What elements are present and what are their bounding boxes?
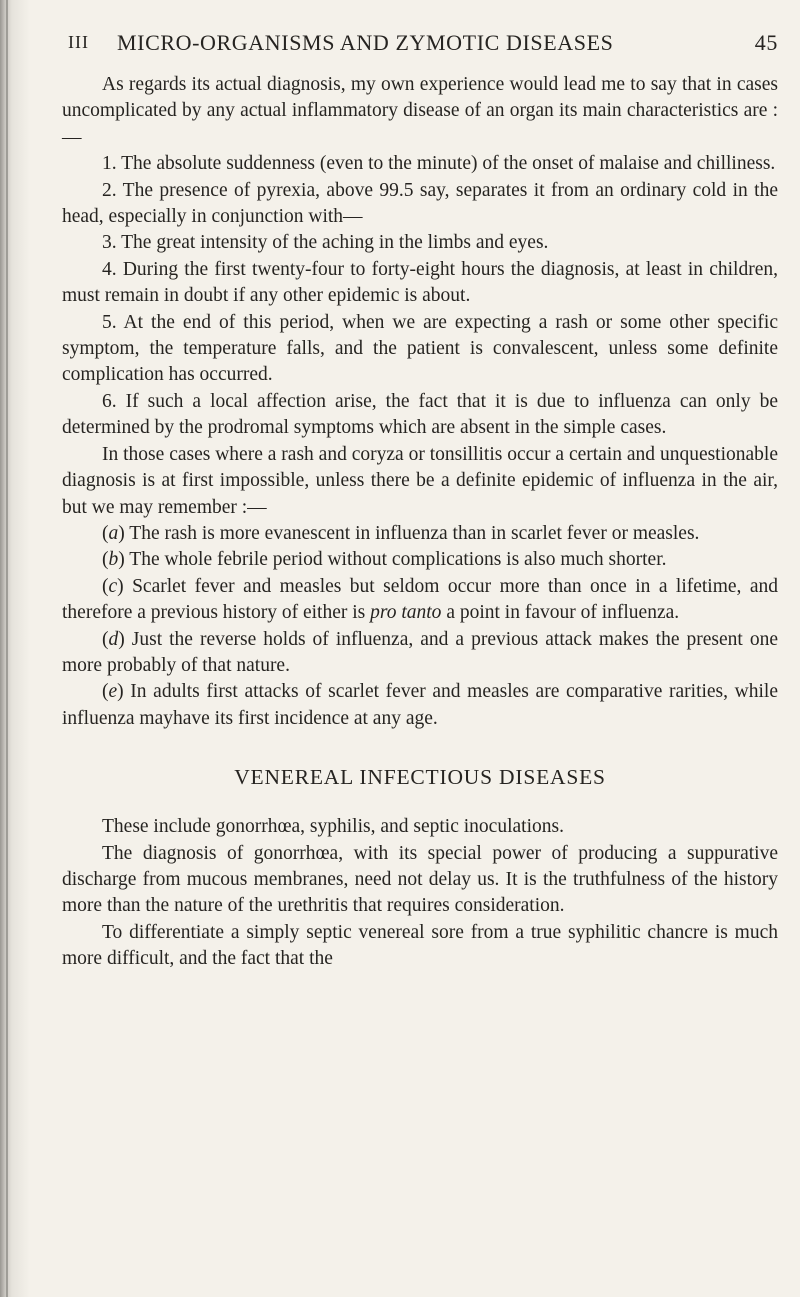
section-heading: VENEREAL INFECTIOUS DISEASES xyxy=(234,765,606,790)
running-head xyxy=(62,28,778,62)
book-page xyxy=(62,28,778,973)
body-text xyxy=(62,72,778,973)
item-letter: d xyxy=(108,628,119,650)
item-text: The rash is more evanescent in influenza than in scarlet fever or measles. xyxy=(129,522,700,544)
chapter-number: III xyxy=(68,32,89,52)
lettered-item-e: (e) In adults first attacks of scarlet fever and measles are comparative rarities, while influenza mayhave its first incidence at any age. xyxy=(62,681,778,729)
paragraph: To differentiate a simply septic venereal sore from a true syphilitic chancre is much more difficult, and the fact that the xyxy=(62,921,778,970)
numbered-item-5: 5. At the end of this period, when we are expecting a rash or some other specific symptom, the temperature falls, and the patient is convalescent, unless some definite complication has occurred. xyxy=(62,311,778,386)
paragraph: In those cases where a rash and coryza or tonsillitis occur a certain and unquestionable diagnosis is at first impossible, unless there be a definite epidemic of influenza in the air, but we may remember :— xyxy=(62,443,778,518)
paragraph: As regards its actual diagnosis, my own experience would lead me to say that in cases uncomplicated by any actual inflammatory disease of an organ its main characteristics are :— xyxy=(62,74,778,148)
paragraph: The diagnosis of gonorrhœa, with its special power of producing a suppurative discharge from mucous membranes, need not delay us. It is the truthfulness of the history more than the nature of the urethritis that requires consideration. xyxy=(62,842,778,917)
numbered-item-6: 6. If such a local affection arise, the fact that it is due to influenza can only be determined by the prodromal symptoms which are absent in the simple cases. xyxy=(62,390,778,439)
item-text: The whole febrile period without complications is also much shorter. xyxy=(129,549,667,571)
italic-phrase: pro tanto xyxy=(370,602,442,624)
lettered-item-d: (d) Just the reverse holds of influenza, and a previous attack makes the present one more probably of that nature. xyxy=(62,628,778,676)
lettered-item-a: (a) The rash is more evanescent in influenza than in scarlet fever or measles. xyxy=(102,522,700,544)
page-binding-line xyxy=(6,0,8,1297)
item-text: Scarlet fever and measles but seldom occur more than once in a lifetime, and therefore a previous history of either is xyxy=(62,575,778,624)
item-letter: b xyxy=(108,549,119,571)
item-text: In adults first attacks of scarlet fever and measles are comparative rarities, while influenza mayhave its first incidence at any age. xyxy=(62,681,778,729)
numbered-item-1: 1. The absolute suddenness (even to the minute) of the onset of malaise and chilliness. xyxy=(102,153,776,175)
page-number: 45 xyxy=(754,30,778,55)
lettered-item-c: (c) Scarlet fever and measles but seldom occur more than once in a lifetime, and therefore a previous history of either is pro tanto a point in favour of influenza. xyxy=(62,575,778,624)
item-text: a point in favour of influenza. xyxy=(441,602,680,624)
lettered-item-b: (b) The whole febrile period without complications is also much shorter. xyxy=(102,549,667,571)
numbered-item-4: 4. During the first twenty-four to forty-eight hours the diagnosis, at least in children, must remain in doubt if any other epidemic is about. xyxy=(62,258,778,307)
running-title: MICRO-ORGANISMS AND ZYMOTIC DISEASES xyxy=(117,30,614,55)
item-text: Just the reverse holds of influenza, and a previous attack makes the present one more probably of that nature. xyxy=(62,628,778,676)
paragraph: These include gonorrhœa, syphilis, and septic inoculations. xyxy=(102,816,564,838)
numbered-item-3: 3. The great intensity of the aching in the limbs and eyes. xyxy=(102,232,549,254)
item-letter: a xyxy=(108,522,119,544)
item-letter: c xyxy=(108,575,118,597)
item-letter: e xyxy=(108,681,118,703)
page-binding-shadow xyxy=(0,0,30,1297)
numbered-item-2: 2. The presence of pyrexia, above 99.5 say, separates it from an ordinary cold in the head, especially in conjunction with— xyxy=(62,179,778,228)
